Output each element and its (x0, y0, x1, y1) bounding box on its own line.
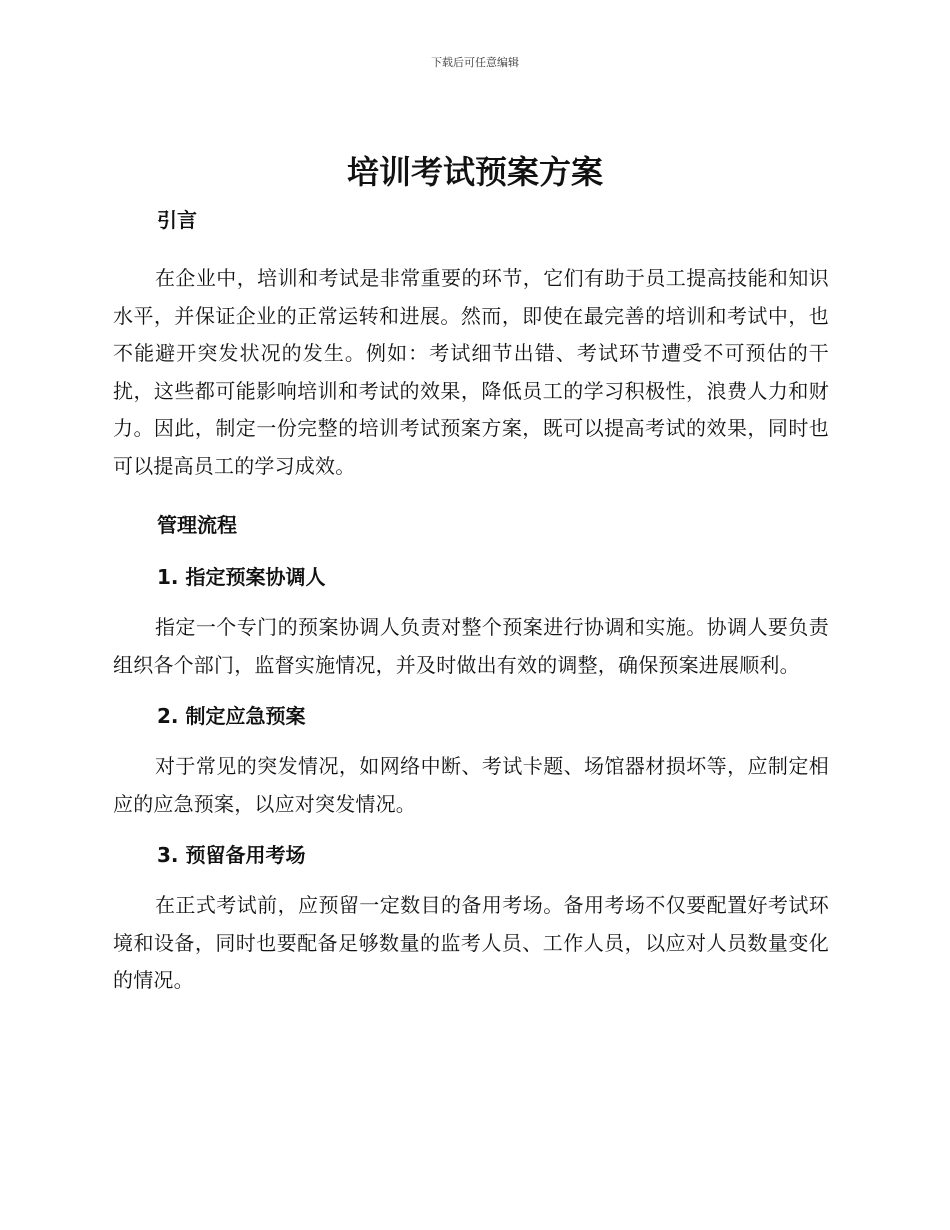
document-body (113, 200, 829, 1000)
step2-heading: 2. 制定应急预案 (157, 704, 306, 728)
step3-paragraph: 在正式考试前，应预留一定数目的备用考场。备用考场不仅要配置好考试环境和设备，同时也要配备足够数量的监考人员、工作人员，以应对人员数量变化的情况。 (113, 893, 829, 992)
step3-heading: 3. 预留备用考场 (157, 843, 306, 867)
intro-heading: 引言 (157, 208, 197, 232)
step1-paragraph: 指定一个专门的预案协调人负责对整个预案进行协调和实施。协调人要负责组织各个部门，监督实施情况，并及时做出有效的调整，确保预案进展顺利。 (113, 615, 829, 677)
step1-heading: 1. 指定预案协调人 (157, 565, 326, 589)
intro-paragraph: 在企业中，培训和考试是非常重要的环节，它们有助于员工提高技能和知识水平，并保证企业的正常运转和进展。然而，即使在最完善的培训和考试中，也不能避开突发状况的发生。例如：考试细节出错、考试环节遭受不可预估的干扰，这些都可能影响培训和考试的效果，降低员工的学习积极性，浪费人力和财力。因此，制定一份完整的培训考试预案方案，既可以提高考试的效果，同时也可以提高员工的学习成效。 (113, 266, 829, 478)
page-header-note: 下载后可任意编辑 (431, 56, 519, 69)
step2-paragraph: 对于常见的突发情况，如网络中断、考试卡题、场馆器材损坏等，应制定相应的应急预案，以应对突发情况。 (113, 754, 829, 816)
process-heading: 管理流程 (157, 513, 237, 537)
document-title: 培训考试预案方案 (346, 153, 603, 191)
